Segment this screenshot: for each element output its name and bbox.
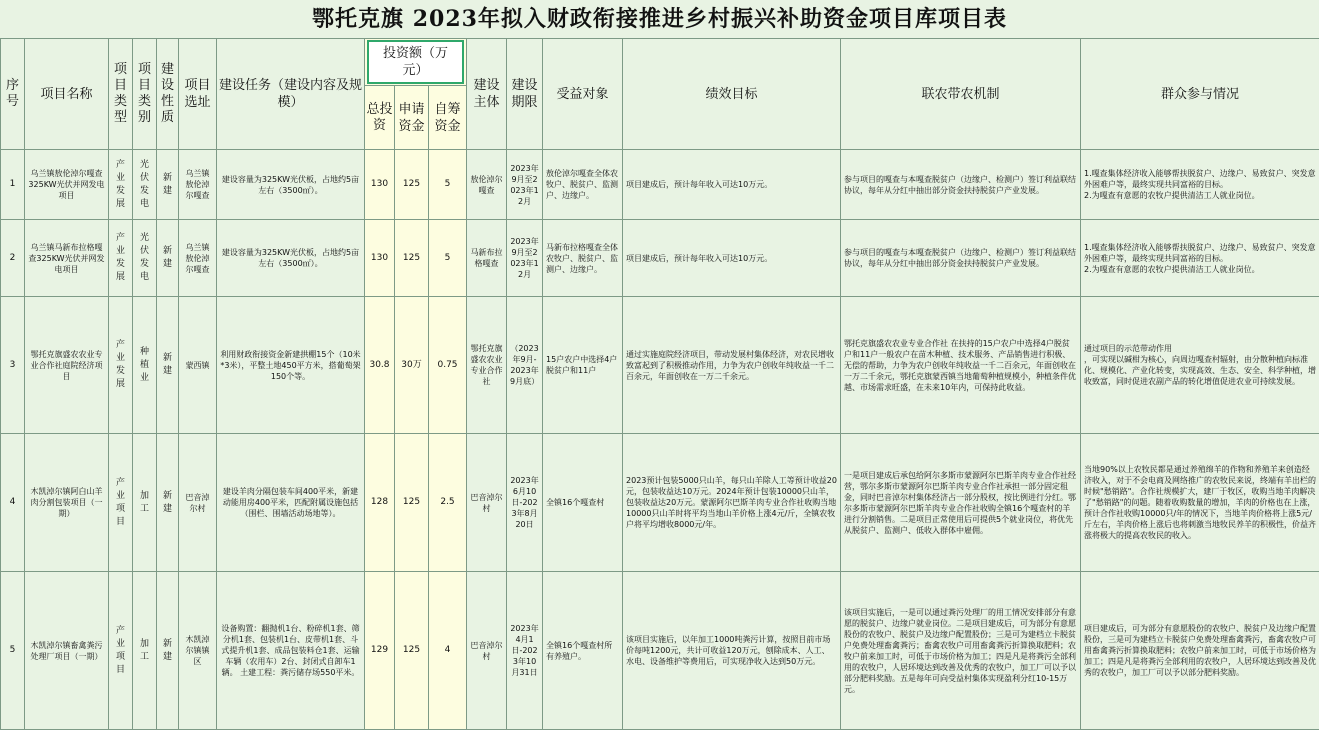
cell-site[interactable]: 乌兰镇敖伦淖尔嘎查 [179, 220, 217, 297]
cell-type[interactable]: 产业项目 [109, 572, 133, 730]
header-category[interactable]: 项目类别 [133, 39, 157, 150]
header-goal[interactable]: 绩效目标 [623, 39, 841, 150]
cell-total[interactable]: 128 [365, 434, 395, 572]
cell-mechanism[interactable]: 参与项目的嘎查与本嘎查脱贫户（边缘户、检测户）签订利益联结协议，每年从分红中抽出部分资金扶持脱贫户产业发展。 [841, 150, 1081, 220]
header-type[interactable]: 项目类型 [109, 39, 133, 150]
cell-mechanism[interactable]: 鄂托克旗盛农农业专业合作社 在扶持的15户农户中选择4户脱贫户和11户一般农户在苗木种植、技术服务、产品销售进行积极、无偿的帮助，力争为农户创收年纯收益一千二百余元，年面创收在一万二千余元，鄂托克旗蒙西镇当地葡萄种植规模小，种植条件优越、市场需求旺盛，在未来10年内，可保持此收益。 [841, 297, 1081, 434]
header-mechanism[interactable]: 联农带农机制 [841, 39, 1081, 150]
cell-subject[interactable]: 敖伦淖尔嘎查 [467, 150, 507, 220]
cell-period[interactable]: 2023年9月至2023年12月 [507, 150, 543, 220]
cell-site[interactable]: 木凯淖尔镇镇区 [179, 572, 217, 730]
cell-apply[interactable]: 30万 [395, 297, 429, 434]
table-row [1, 572, 1319, 730]
cell-nature[interactable]: 新建 [157, 150, 179, 220]
cell-mechanism[interactable]: 参与项目的嘎查与本嘎查脱贫户（边缘户、检测户）签订利益联结协议，每年从分红中抽出部分资金扶持脱贫户产业发展。 [841, 220, 1081, 297]
cell-mechanism[interactable]: 该项目实施后，一是可以通过粪污处理厂的用工情况安排部分有意愿的脱贫户、边缘户就业岗位。二是项目建成后，可为部分有意愿股份的农牧户、脱贫户及边缘户配置股份；三是可为建档立卡脱贫户免费处理畜禽粪污；畜禽农牧户可用畜禽粪污折算换取肥料；农牧户前来加工时，可低于市场价格为加工；四是凡是将粪污全部利用的农牧户，人居环境达到改善及优秀的农牧户，加工厂可以予以部分肥料奖励。五是每年可向受益村集体实现盈利分红10-15万元。 [841, 572, 1081, 730]
cell-goal[interactable]: 项目建成后，预计每年收入可达10万元。 [623, 150, 841, 220]
cell-beneficiary[interactable]: 全镇16个嘎查村 [543, 434, 623, 572]
table-row [1, 297, 1319, 434]
cell-apply[interactable]: 125 [395, 434, 429, 572]
header-site[interactable]: 项目选址 [179, 39, 217, 150]
cell-task[interactable]: 利用财政衔接资金新建拱棚15个（10米*3米），平整土地450平方米，搭葡萄架150个等。 [217, 297, 365, 434]
cell-subject[interactable]: 马新布拉格嘎查 [467, 220, 507, 297]
cell-subject[interactable]: 鄂托克旗盛农农业专业合作社 [467, 297, 507, 434]
header-name[interactable]: 项目名称 [25, 39, 109, 150]
cell-site[interactable]: 巴音淖尔村 [179, 434, 217, 572]
cell-nature[interactable]: 新建 [157, 572, 179, 730]
cell-self[interactable]: 5 [429, 220, 467, 297]
header-period[interactable]: 建设期限 [507, 39, 543, 150]
cell-nature[interactable]: 新建 [157, 297, 179, 434]
cell-type[interactable]: 产业发展 [109, 150, 133, 220]
header-subject[interactable]: 建设主体 [467, 39, 507, 150]
cell-period[interactable]: 2023年6月10日-2023年8月20日 [507, 434, 543, 572]
cell-goal[interactable]: 该项目实施后，以年加工1000吨粪污计算，按照目前市场价每吨1200元，共计可收益120万元，刨除成本、人工、水电、设备维护等费用后，可实现净收入达到50万元。 [623, 572, 841, 730]
header-total[interactable]: 总投资 [365, 86, 395, 150]
cell-task[interactable]: 建设羊肉分隔包装车间400平米，新建动能用房400平米，匹配附属设施包括（围栏、围墙活动场地等）。 [217, 434, 365, 572]
cell-seq[interactable]: 2 [1, 220, 25, 297]
table-row [1, 150, 1319, 220]
cell-participation[interactable]: 当地90%以上农牧民都是通过养殖绵羊的作物和养殖羊来创造经济收入，对于不会电商及网络推广的农牧民来说，终端有羊出栏的时候"愁销路"。合作社规模扩大，建厂于牧区，收购当地羊肉解决了"愁销路"的问题。随着收购数量的增加，羊肉的价格也在上涨，预计合作社收购10000只/年的情况下，当地羊肉价格将上涨5元/斤左右，羊肉价格上涨后也将刺激当地牧民养羊的积极性，价益齐涨将极大的提高农牧民的收入。 [1081, 434, 1319, 572]
cell-name[interactable]: 乌兰镇敖伦淖尔嘎查325KW光伏并网发电项目 [25, 150, 109, 220]
header-apply[interactable]: 申请资金 [395, 86, 429, 150]
cell-period[interactable]: 2023年9月至2023年12月 [507, 220, 543, 297]
table-row [1, 434, 1319, 572]
project-table [0, 38, 1319, 730]
cell-self[interactable]: 5 [429, 150, 467, 220]
cell-category[interactable]: 种植业 [133, 297, 157, 434]
cell-participation[interactable]: 项目建成后，可为部分有意愿股份的农牧户、脱贫户及边缘户配置股份，三是可为建档立卡脱贫户免费处理畜禽粪污，畜禽农牧户可用畜禽粪污折算换取肥料；农牧户前来加工时，可低于市场价格为加工；四是凡是将粪污全部利用的农牧户，人居环境达到改善及优秀的农牧户，加工厂可以予以部分肥料奖励。 [1081, 572, 1319, 730]
cell-goal[interactable]: 2023预计包装5000只山羊，每只山羊除人工等预计收益20元，包装收益达10万元。2024年预计包装10000只山羊，包装收益达20万元。蒙源阿尔巴斯羊肉专业合作社收购当地10000只山羊时将平均当地山羊价格上涨4元/斤，全镇农牧户将平均增收8000元/年。 [623, 434, 841, 572]
header-seq[interactable]: 序号 [1, 39, 25, 150]
cell-period[interactable]: （2023年9月-2023年9月底） [507, 297, 543, 434]
cell-total[interactable]: 129 [365, 572, 395, 730]
cell-apply[interactable]: 125 [395, 572, 429, 730]
cell-beneficiary[interactable]: 敖伦淖尔嘎查全体农牧户、脱贫户、监测户、边缘户。 [543, 150, 623, 220]
cell-type[interactable]: 产业发展 [109, 220, 133, 297]
page-title: 鄂托克旗 2023年拟入财政衔接推进乡村振兴补助资金项目库项目表 [0, 0, 1319, 38]
header-participation[interactable]: 群众参与情况 [1081, 39, 1319, 150]
table-row [1, 220, 1319, 297]
cell-self[interactable]: 0.75 [429, 297, 467, 434]
cell-category[interactable]: 光伏发电 [133, 150, 157, 220]
cell-name[interactable]: 乌兰镇马新布拉格嘎查325KW光伏并网发电项目 [25, 220, 109, 297]
cell-category[interactable]: 加工 [133, 572, 157, 730]
cell-total[interactable]: 30.8 [365, 297, 395, 434]
cell-beneficiary[interactable]: 马新布拉格嘎查全体农牧户、脱贫户、监测户、边缘户。 [543, 220, 623, 297]
cell-type[interactable]: 产业项目 [109, 434, 133, 572]
cell-category[interactable]: 光伏发电 [133, 220, 157, 297]
cell-category[interactable]: 加工 [133, 434, 157, 572]
header-investment[interactable] [365, 39, 467, 86]
cell-apply[interactable]: 125 [395, 220, 429, 297]
cell-seq[interactable]: 4 [1, 434, 25, 572]
cell-task[interactable]: 建设容量为325KW光伏板，占地约5亩左右（3500㎡）。 [217, 150, 365, 220]
header-task[interactable]: 建设任务（建设内容及规模） [217, 39, 365, 150]
cell-name[interactable]: 鄂托克旗盛农农业专业合作社庭院经济项目 [25, 297, 109, 434]
cell-nature[interactable]: 新建 [157, 434, 179, 572]
cell-self[interactable]: 4 [429, 572, 467, 730]
cell-participation[interactable]: 1.嘎查集体经济收入能够帮扶脱贫户、边缘户、易致贫户、突发意外困难户等，最终实现共同富裕的目标。 2.为嘎查有意愿的农牧户提供清洁工人就业岗位。 [1081, 150, 1319, 220]
selected-cell-investment[interactable]: 投资额（万元） [367, 40, 464, 84]
cell-period[interactable]: 2023年4月1日-2023年10月31日 [507, 572, 543, 730]
cell-seq[interactable]: 3 [1, 297, 25, 434]
header-beneficiary[interactable]: 受益对象 [543, 39, 623, 150]
cell-self[interactable]: 2.5 [429, 434, 467, 572]
cell-total[interactable]: 130 [365, 150, 395, 220]
cell-goal[interactable]: 项目建成后，预计每年收入可达10万元。 [623, 220, 841, 297]
cell-apply[interactable]: 125 [395, 150, 429, 220]
cell-subject[interactable]: 巴音淖尔村 [467, 572, 507, 730]
cell-task[interactable]: 建设容量为325KW光伏板，占地约5亩左右（3500㎡）。 [217, 220, 365, 297]
cell-beneficiary[interactable]: 全镇16个嘎查村所有养殖户。 [543, 572, 623, 730]
header-nature[interactable]: 建设性质 [157, 39, 179, 150]
cell-participation[interactable]: 通过项目的示范带动作用 ，可实现以碱柑为核心，向周边嘎查村辐射，由分散种植向标准化、规模化、产业化转变，实现高效、生态、安全、科学种植，增收致富，同时促进农副产品的转化增值促进农业可持续发展。 [1081, 297, 1319, 434]
cell-total[interactable]: 130 [365, 220, 395, 297]
cell-subject[interactable]: 巴音淖尔村 [467, 434, 507, 572]
cell-goal[interactable]: 通过实施庭院经济项目，带动发展村集体经济，对农民增收致富起到了积极推动作用，力争为农户创收年纯收益一千二百余元，年面创收在一万二千余元。 [623, 297, 841, 434]
cell-seq[interactable]: 1 [1, 150, 25, 220]
cell-type[interactable]: 产业发展 [109, 297, 133, 434]
cell-nature[interactable]: 新建 [157, 220, 179, 297]
cell-participation[interactable]: 1.嘎查集体经济收入能够帮扶脱贫户、边缘户、易致贫户、突发意外困难户等，最终实现共同富裕的目标。 2.为嘎查有意愿的农牧户提供清洁工人就业岗位。 [1081, 220, 1319, 297]
cell-task[interactable]: 设备购置：翻抛机1台、粉碎机1套、筛分机1套、包装机1台、皮带机1套、斗式提升机1套、成品包装料仓1套、运输车辆（农用车）2台、封闭式自卸车1辆。 土建工程：粪污储存场550平米。 [217, 572, 365, 730]
cell-name[interactable]: 木凯淖尔镇畜禽粪污处理厂项目（一期） [25, 572, 109, 730]
cell-seq[interactable]: 5 [1, 572, 25, 730]
cell-site[interactable]: 蒙西镇 [179, 297, 217, 434]
cell-mechanism[interactable]: 一是项目建成后承包给阿尔多斯市蒙源阿尔巴斯羊肉专业合作社经营，鄂尔多斯市蒙源阿尔巴斯羊肉专业合作社承担一部分固定租金，同时巴音淖尔村集体经济占一部分股权，按比例进行分红。鄂尔多斯市蒙源阿尔巴斯羊肉专业合作社收购全镇16个嘎查村的羊进行分割销售。二是项目正常使用后可提供5个就业岗位，将优先从脱贫户、监测户、低收入群体中雇佣。 [841, 434, 1081, 572]
cell-name[interactable]: 木凯淖尔镇阿白山羊肉分割包装项目（一期） [25, 434, 109, 572]
cell-beneficiary[interactable]: 15户农户中选择4户脱贫户和11户 [543, 297, 623, 434]
cell-site[interactable]: 乌兰镇敖伦淖尔嘎查 [179, 150, 217, 220]
header-self[interactable]: 自筹资金 [429, 86, 467, 150]
